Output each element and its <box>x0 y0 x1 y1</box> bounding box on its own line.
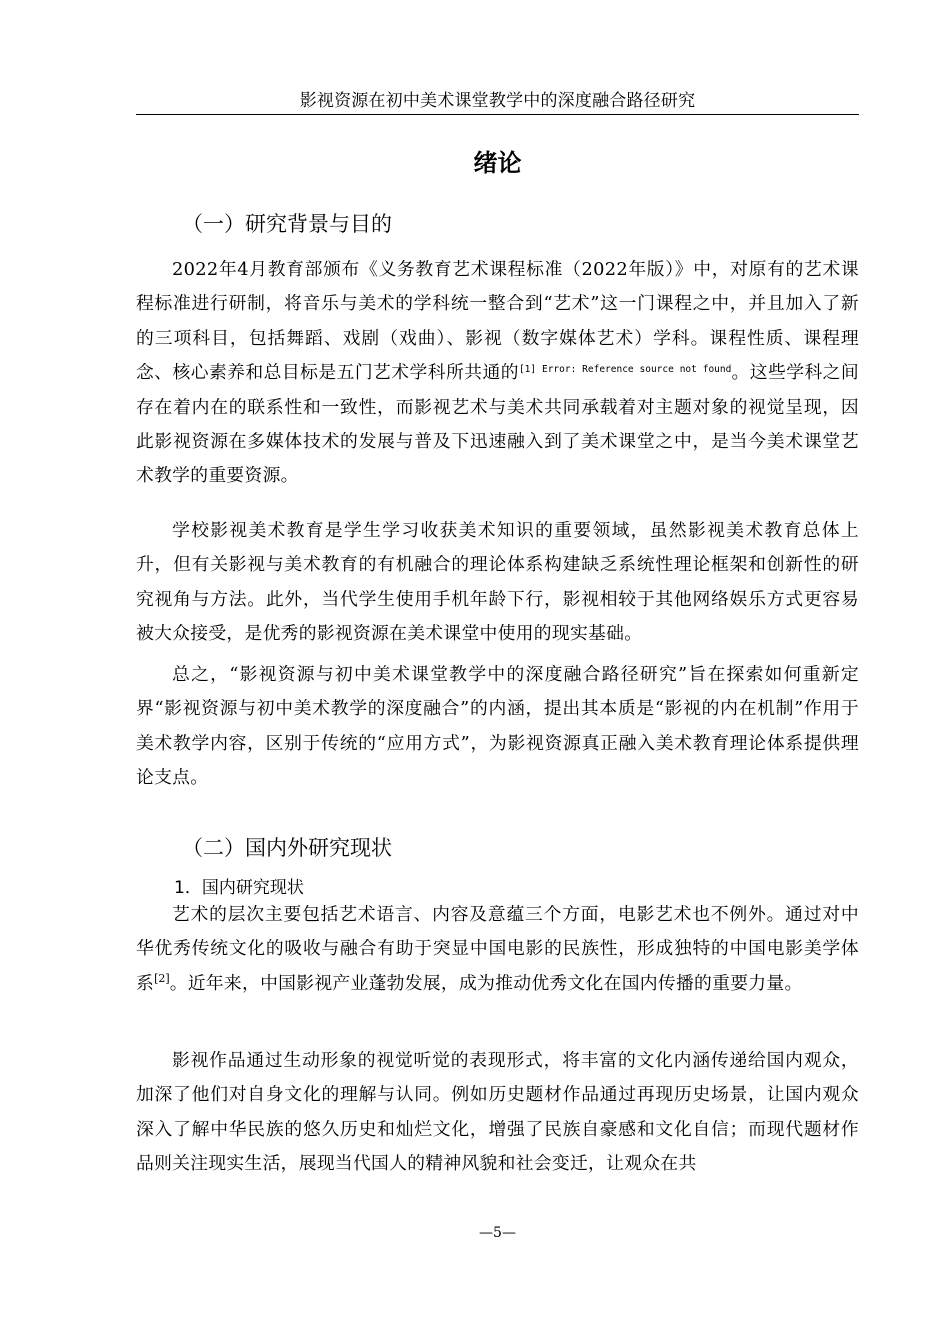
paragraph-text: 。这些学科之间存在着内在的联系性和一致性，而影视艺术与美术共同承载着对主题对象的视觉呈现，因此影视资源在多媒体技术的发展与普及下迅速融入到了美术课堂之中，是当今美术课堂艺术教学的重要资源。 <box>136 362 859 487</box>
header-divider <box>136 114 859 115</box>
paragraph-domestic-2: 影视作品通过生动形象的视觉听觉的表现形式，将丰富的文化内涵传递给国内观众，加深了他们对自身文化的理解与认同。例如历史题材作品通过再现历史场景，让国内观众深入了解中华民族的悠久历史和灿烂文化，增强了民族自豪感和文化自信；而现代题材作品则关注现实生活，展现当代国人的精神风貌和社会变迁，让观众在共 <box>136 1050 859 1175</box>
section-title-research-status: （二）国内外研究现状 <box>182 836 392 860</box>
section-title-background: （一）研究背景与目的 <box>182 212 392 236</box>
running-header: 影视资源在初中美术课堂教学中的深度融合路径研究 <box>299 91 696 111</box>
paragraph-background-2: 学校影视美术教育是学生学习收获美术知识的重要领域，虽然影视美术教育总体上升，但有关影视与美术教育的有机融合的理论体系构建缺乏系统性理论框架和创新性的研究视角与方法。此外，当代学生使用手机年龄下行，影视相较于其他网络娱乐方式更容易被大众接受，是优秀的影视资源在美术课堂中使用的现实基础。 <box>136 520 859 645</box>
paragraph-domestic-1 <box>136 898 859 1001</box>
paragraph-background-3: 总之，“影视资源与初中美术课堂教学中的深度融合路径研究”旨在探索如何重新定界“影视资源与初中美术教学的深度融合”的内涵，提出其本质是“影视的内在机制”作用于美术教学内容，区别于传统的“应用方式”，为影视资源真正融入美术教育理论体系提供理论支点。 <box>136 664 859 789</box>
citation-reference: [2] <box>154 971 170 985</box>
paragraph-text: 。近年来，中国影视产业蓬勃发展，成为推动优秀文化在国内传播的重要力量。 <box>169 972 803 994</box>
chapter-title: 绪论 <box>473 149 522 177</box>
page-number: —5— <box>479 1225 516 1241</box>
citation-reference: [1] Error: Reference source not found <box>518 364 732 376</box>
subsection-title-domestic: 1．国内研究现状 <box>174 878 304 898</box>
paragraph-text: 2022年4月教育部颁布《义务教育艺术课程标准（2022年版）》中，对原有的艺术课程标准进行研制，将音乐与美术的学科统一整合到“艺术”这一门课程之中，并且加入了新的三项科目，包括舞蹈、戏剧（戏曲）、影视（数字媒体艺术）学科。课程性质、课程理念、核心素养和总目标是五门艺术学科所共通的 <box>136 259 859 384</box>
paragraph-background-1 <box>136 253 859 494</box>
paragraph-text: 艺术的层次主要包括艺术语言、内容及意蕴三个方面，电影艺术也不例外。通过对中华优秀传统文化的吸收与融合有助于突显中国电影的民族性，形成独特的中国电影美学体系 <box>136 904 859 994</box>
